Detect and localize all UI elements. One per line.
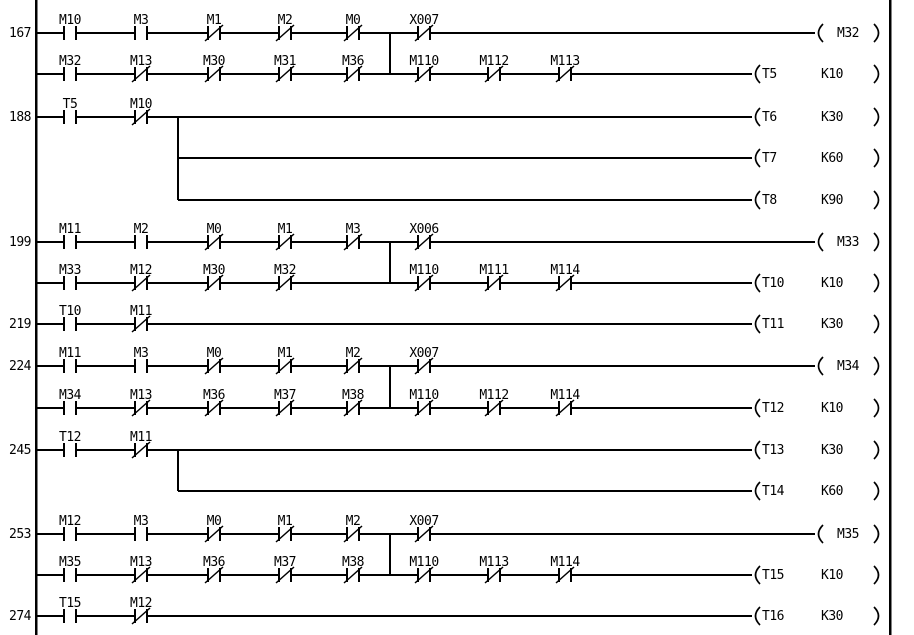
contact-label: M11 [59, 222, 81, 237]
close-paren [874, 233, 879, 251]
nc-contact-M110[interactable] [409, 263, 438, 291]
nc-contact-X007[interactable] [409, 346, 438, 374]
timer-label: T7 [762, 151, 777, 166]
no-contact-T5[interactable] [63, 97, 78, 124]
no-contact-M12[interactable] [59, 514, 81, 541]
contact-label: T5 [62, 97, 78, 112]
contact-label: M11 [130, 430, 152, 445]
contact-label: T12 [59, 430, 81, 445]
timer-label: T6 [762, 110, 777, 125]
nc-contact-M11[interactable] [130, 304, 152, 332]
rung-number: 253 [9, 527, 31, 542]
close-paren [874, 65, 879, 83]
rung-number: 188 [9, 110, 31, 125]
timer-coil-T13[interactable] [756, 441, 879, 459]
close-paren [874, 399, 879, 417]
contact-label: M114 [550, 263, 580, 278]
contact-label: M30 [203, 54, 225, 69]
nc-contact-M1[interactable] [276, 514, 294, 542]
contact-label: M36 [342, 54, 364, 69]
contact-label: M110 [409, 388, 439, 403]
timer-label: T10 [762, 276, 784, 291]
no-contact-M34[interactable] [59, 388, 82, 415]
output-coil-M33[interactable] [819, 233, 879, 251]
contact-label: M1 [277, 514, 293, 529]
open-paren [756, 149, 761, 167]
contact-label: M3 [133, 346, 149, 361]
coil-label: M34 [837, 359, 859, 374]
timer-label: T16 [762, 609, 784, 624]
open-paren [756, 191, 761, 209]
rung-245 [9, 430, 878, 500]
contact-label: M114 [550, 555, 580, 570]
nc-contact-M38[interactable] [342, 388, 364, 416]
contact-label: M112 [479, 388, 509, 403]
timer-preset-value: K10 [821, 401, 843, 416]
contact-label: M32 [274, 263, 296, 278]
open-paren [819, 357, 824, 375]
nc-contact-M1[interactable] [276, 346, 294, 374]
timer-preset-value: K10 [821, 568, 843, 583]
close-paren [874, 482, 879, 500]
output-coil-M32[interactable] [819, 24, 879, 42]
open-paren [756, 274, 761, 292]
timer-coil-T7[interactable] [756, 149, 879, 167]
open-paren [819, 233, 824, 251]
nc-contact-M38[interactable] [342, 555, 364, 583]
nc-contact-M13[interactable] [130, 388, 152, 416]
timer-coil-T12[interactable] [756, 399, 879, 417]
contact-label: M34 [59, 388, 81, 403]
contact-label: M12 [59, 514, 81, 529]
timer-coil-T6[interactable] [756, 108, 879, 126]
nc-contact-M111[interactable] [479, 263, 508, 291]
contact-label: M0 [345, 13, 361, 28]
contact-label: X006 [409, 222, 439, 237]
nc-contact-M32[interactable] [274, 263, 296, 291]
no-contact-T12[interactable] [59, 430, 81, 457]
nc-contact-M110[interactable] [409, 54, 438, 82]
timer-preset-value: K30 [821, 443, 843, 458]
rung-number: 199 [9, 235, 31, 250]
nc-contact-M0[interactable] [205, 346, 223, 374]
contact-label: M111 [479, 263, 509, 278]
open-paren [756, 566, 761, 584]
timer-label: T14 [762, 484, 784, 499]
nc-contact-M12[interactable] [130, 263, 152, 291]
contact-label: M1 [206, 13, 222, 28]
close-paren [874, 566, 879, 584]
contact-label: M1 [277, 222, 293, 237]
contact-label: M3 [345, 222, 361, 237]
close-paren [874, 525, 879, 543]
nc-contact-M0[interactable] [205, 222, 223, 250]
timer-preset-value: K60 [821, 484, 843, 499]
close-paren [874, 191, 879, 209]
contact-label: M2 [277, 13, 293, 28]
nc-contact-M110[interactable] [409, 388, 438, 416]
contact-label: M33 [59, 263, 81, 278]
timer-coil-T16[interactable] [756, 607, 879, 625]
contact-label: M12 [130, 263, 152, 278]
nc-contact-M36[interactable] [203, 555, 225, 583]
nc-contact-M37[interactable] [274, 555, 296, 583]
contact-label: M37 [274, 388, 296, 403]
close-paren [874, 108, 879, 126]
contact-label: M3 [133, 13, 149, 28]
close-paren [874, 357, 879, 375]
timer-label: T12 [762, 401, 784, 416]
timer-coil-T10[interactable] [756, 274, 879, 292]
timer-preset-value: K90 [821, 193, 843, 208]
contact-label: M30 [203, 263, 225, 278]
timer-coil-T15[interactable] [756, 566, 879, 584]
contact-label: M31 [274, 54, 296, 69]
rung-number: 219 [9, 317, 31, 332]
nc-contact-M1[interactable] [205, 13, 223, 41]
nc-contact-X007[interactable] [409, 13, 438, 41]
open-paren [819, 24, 824, 42]
open-paren [756, 108, 761, 126]
contact-label: M110 [409, 555, 439, 570]
contact-label: T15 [59, 596, 81, 611]
timer-label: T8 [762, 193, 777, 208]
nc-contact-M36[interactable] [342, 54, 364, 82]
no-contact-M2[interactable] [134, 222, 149, 249]
contact-label: X007 [409, 346, 439, 361]
open-paren [756, 65, 761, 83]
contact-label: M36 [203, 388, 225, 403]
no-contact-M3[interactable] [134, 346, 149, 373]
output-coil-M34[interactable] [819, 357, 879, 375]
timer-coil-T11[interactable] [756, 315, 879, 333]
rung-224 [9, 346, 878, 417]
contact-label: M36 [203, 555, 225, 570]
no-contact-M35[interactable] [59, 555, 81, 582]
timer-coil-T14[interactable] [756, 482, 879, 500]
open-paren [756, 315, 761, 333]
open-paren [819, 525, 824, 543]
contact-label: M0 [206, 514, 222, 529]
open-paren [756, 399, 761, 417]
nc-contact-M114[interactable] [550, 388, 580, 416]
contact-label: M35 [59, 555, 81, 570]
timer-coil-T5[interactable] [756, 65, 879, 83]
close-paren [874, 24, 879, 42]
contact-label: M112 [479, 54, 509, 69]
open-paren [756, 607, 761, 625]
coil-label: M32 [837, 26, 859, 41]
nc-contact-M3[interactable] [344, 222, 362, 250]
no-contact-M33[interactable] [59, 263, 81, 290]
contact-label: M2 [345, 514, 361, 529]
no-contact-M3[interactable] [134, 13, 149, 40]
contact-label: M38 [342, 388, 364, 403]
nc-contact-X006[interactable] [409, 222, 438, 250]
timer-preset-value: K10 [821, 276, 843, 291]
rung-219 [9, 304, 878, 333]
nc-contact-M0[interactable] [344, 13, 362, 41]
rung-199 [9, 222, 878, 292]
contact-label: M110 [409, 263, 439, 278]
nc-contact-M114[interactable] [550, 555, 580, 583]
timer-label: T15 [762, 568, 784, 583]
timer-label: T5 [762, 67, 777, 82]
rung-number: 245 [9, 443, 31, 458]
contact-label: M0 [206, 222, 222, 237]
contact-label: M0 [206, 346, 222, 361]
coil-label: M35 [837, 527, 859, 542]
close-paren [874, 274, 879, 292]
nc-contact-M112[interactable] [479, 388, 508, 416]
timer-label: T13 [762, 443, 784, 458]
open-paren [756, 482, 761, 500]
contact-label: M32 [59, 54, 81, 69]
contact-label: M11 [130, 304, 152, 319]
contact-label: M11 [59, 346, 81, 361]
timer-label: T11 [762, 317, 784, 332]
close-paren [874, 315, 879, 333]
no-contact-M3[interactable] [134, 514, 149, 541]
rung-253 [9, 514, 878, 584]
contact-label: M3 [133, 514, 149, 529]
rung-number: 224 [9, 359, 31, 374]
rung-number: 167 [9, 26, 31, 41]
contact-label: X007 [409, 13, 439, 28]
nc-contact-M30[interactable] [203, 54, 225, 82]
contact-label: M113 [550, 54, 580, 69]
rung-274 [9, 596, 878, 625]
timer-preset-value: K30 [821, 317, 843, 332]
nc-contact-M114[interactable] [550, 263, 580, 291]
nc-contact-M13[interactable] [130, 54, 152, 82]
nc-contact-M2[interactable] [344, 346, 362, 374]
nc-contact-X007[interactable] [409, 514, 438, 542]
contact-label: M1 [277, 346, 293, 361]
close-paren [874, 607, 879, 625]
nc-contact-M110[interactable] [409, 555, 438, 583]
nc-contact-M11[interactable] [130, 430, 152, 458]
nc-contact-M37[interactable] [274, 388, 296, 416]
no-contact-M10[interactable] [59, 13, 81, 40]
nc-contact-M10[interactable] [130, 97, 152, 125]
open-paren [756, 441, 761, 459]
nc-contact-M13[interactable] [130, 555, 152, 583]
nc-contact-M0[interactable] [205, 514, 223, 542]
contact-label: M13 [130, 555, 152, 570]
contact-label: M113 [479, 555, 509, 570]
no-contact-M32[interactable] [59, 54, 81, 81]
output-coil-M35[interactable] [819, 525, 879, 543]
nc-contact-M112[interactable] [479, 54, 508, 82]
contact-label: T10 [59, 304, 81, 319]
nc-contact-M30[interactable] [203, 263, 225, 291]
contact-label: M37 [274, 555, 296, 570]
close-paren [874, 149, 879, 167]
rung-number: 274 [9, 609, 31, 624]
nc-contact-M2[interactable] [276, 13, 294, 41]
nc-contact-M36[interactable] [203, 388, 225, 416]
contact-label: M13 [130, 54, 152, 69]
no-contact-M11[interactable] [59, 346, 81, 373]
timer-preset-value: K10 [821, 67, 843, 82]
contact-label: M2 [345, 346, 361, 361]
contact-label: M110 [409, 54, 439, 69]
contact-label: M13 [130, 388, 152, 403]
contact-label: M2 [133, 222, 149, 237]
nc-contact-M113[interactable] [479, 555, 508, 583]
contact-label: M38 [342, 555, 364, 570]
contact-label: M10 [130, 97, 152, 112]
no-contact-M11[interactable] [59, 222, 81, 249]
coil-label: M33 [837, 235, 859, 250]
rung-167 [9, 13, 878, 83]
timer-preset-value: K30 [821, 110, 843, 125]
nc-contact-M1[interactable] [276, 222, 294, 250]
timer-preset-value: K60 [821, 151, 843, 166]
timer-preset-value: K30 [821, 609, 843, 624]
contact-label: M10 [59, 13, 81, 28]
contact-label: M114 [550, 388, 580, 403]
no-contact-T10[interactable] [59, 304, 81, 331]
rung-188 [9, 97, 878, 209]
nc-contact-M2[interactable] [344, 514, 362, 542]
nc-contact-M31[interactable] [274, 54, 296, 82]
nc-contact-M12[interactable] [130, 596, 152, 624]
no-contact-T15[interactable] [59, 596, 81, 623]
timer-coil-T8[interactable] [756, 191, 879, 209]
nc-contact-M113[interactable] [550, 54, 579, 82]
contact-label: X007 [409, 514, 439, 529]
contact-label: M12 [130, 596, 152, 611]
close-paren [874, 441, 879, 459]
